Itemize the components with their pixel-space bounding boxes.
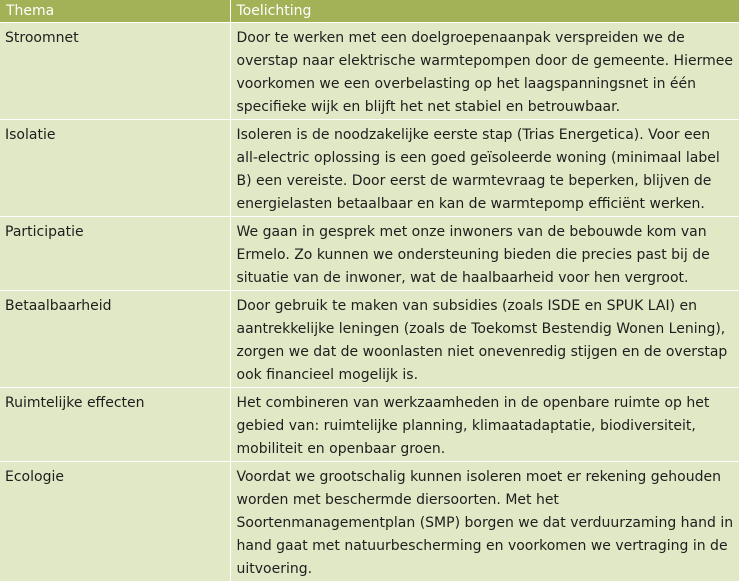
table-row: [0, 23, 739, 120]
table-row: [0, 120, 739, 217]
table-row: [0, 388, 739, 462]
theme-cell: Ruimtelijke effecten: [0, 388, 230, 462]
table-row: [0, 462, 739, 582]
explanation-cell: Voordat we grootschalig kunnen isoleren moet er rekening gehouden worden met beschermde diersoorten. Met het Soortenmanagementplan (SMP) borgen we dat verduurzaming hand in hand gaat met natuurbescherming en voorkomen we vertraging in de uitvoering.: [230, 462, 739, 582]
theme-cell: Isolatie: [0, 120, 230, 217]
explanation-cell: Isoleren is de noodzakelijke eerste stap (Trias Energetica). Voor een all-electric oplossing is een goed geïsoleerde woning (minimaal label B) een vereiste. Door eerst de warmtevraag te beperken, blijven de energielasten betaalbaar en kan de warmtepomp efficiënt werken.: [230, 120, 739, 217]
theme-cell: Stroomnet: [0, 23, 230, 120]
header-explanation: Toelichting: [230, 0, 739, 23]
theme-cell: Betaalbaarheid: [0, 291, 230, 388]
theme-cell: Ecologie: [0, 462, 230, 582]
explanation-cell: Door gebruik te maken van subsidies (zoals ISDE en SPUK LAI) en aantrekkelijke leningen (zoals de Toekomst Bestendig Wonen Lening), zorgen we dat de woonlasten niet onevenredig stijgen en de overstap ook financieel mogelijk is.: [230, 291, 739, 388]
explanation-cell: Het combineren van werkzaamheden in de openbare ruimte op het gebied van: ruimtelijke planning, klimaatadaptatie, biodiversiteit, mobiliteit en openbaar groen.: [230, 388, 739, 462]
table-header: [0, 0, 739, 23]
table-body: [0, 23, 739, 582]
header-theme: Thema: [0, 0, 230, 23]
header-row: [0, 0, 739, 23]
table-row: [0, 217, 739, 291]
table-row: [0, 291, 739, 388]
explanation-cell: We gaan in gesprek met onze inwoners van de bebouwde kom van Ermelo. Zo kunnen we ondersteuning bieden die precies past bij de situatie van de inwoner, wat de haalbaarheid voor hen vergroot.: [230, 217, 739, 291]
theme-cell: Participatie: [0, 217, 230, 291]
explanation-cell: Door te werken met een doelgroepenaanpak verspreiden we de overstap naar elektrische warmtepompen door de gemeente. Hiermee voorkomen we een overbelasting op het laagspanningsnet in één specifieke wijk en blijft het net stabiel en betrouwbaar.: [230, 23, 739, 120]
